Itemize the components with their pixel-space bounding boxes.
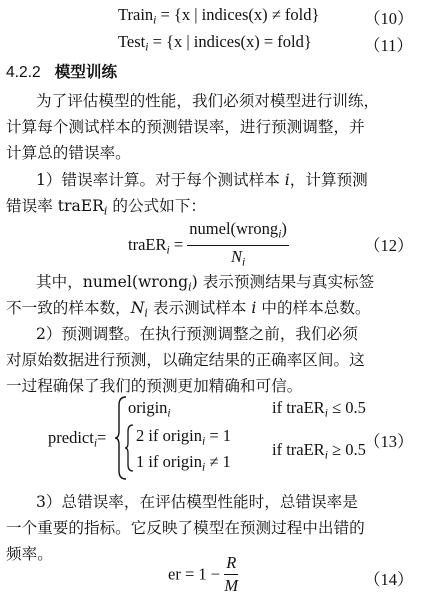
eq13-lhs-sub: i	[93, 437, 98, 450]
eq13-cond2-sub: i	[324, 449, 328, 462]
item2-line1: 2）预测调整。在执行预测调整之前，我们必须	[36, 325, 358, 343]
eq14-lhs: er = 1 −	[168, 564, 225, 584]
equation-14	[168, 552, 238, 597]
eq13-equals: =	[97, 428, 107, 447]
para1-line2: 计算每个测试样本的预测错误率，进行预测调整，并	[6, 118, 365, 136]
para2-text-b: ) 表示预测结果与真实标签	[191, 273, 375, 291]
equation-10	[118, 5, 319, 26]
eq13-cond2-rel: ≥ 0.5	[327, 440, 366, 459]
equation-12-number: （12）	[364, 236, 414, 255]
eq13-cond2	[272, 440, 366, 461]
equation-11	[118, 32, 312, 53]
eq13-case2-text: 2 if origin	[136, 426, 202, 445]
eq13-cond1-rel: ≤ 0.5	[327, 398, 366, 417]
eq12-denominator	[187, 246, 289, 273]
item1-text-d: 的公式如下：	[107, 197, 206, 215]
eq13-case1-text: origin	[128, 398, 168, 417]
eq12-num-close: )	[281, 219, 287, 238]
eq13-lhs	[48, 428, 106, 449]
para2-sub-a: i	[188, 280, 192, 294]
eq12-num-text: numel(wrong	[189, 219, 279, 238]
section-heading	[6, 62, 117, 83]
eq11-sub: i	[145, 41, 149, 54]
para2-var-i: i	[251, 299, 257, 317]
item1-line1	[36, 170, 368, 190]
eq12-fraction	[187, 218, 289, 274]
para1-line1: 为了评估模型的性能，我们必须对模型进行训练，	[36, 92, 380, 110]
equation-10-number: （10）	[364, 9, 414, 28]
item1-text-c: 错误率 traER	[6, 197, 104, 215]
para2-sub-n: i	[144, 306, 148, 320]
item2-line3: 一过程确保了我们的预测更加精确和可信。	[6, 377, 303, 395]
section-title: 模型训练	[54, 63, 118, 81]
eq13-lhs-text: predict	[48, 428, 94, 447]
para1-line3: 计算总的错误率。	[6, 144, 131, 162]
equation-12	[128, 218, 289, 274]
equation-11-number: （11）	[364, 36, 413, 55]
eq13-case3	[136, 452, 231, 473]
eq13-inner-brace	[124, 423, 134, 473]
para2-text-d: 表示测试样本	[147, 299, 252, 317]
eq14-denominator: M	[224, 576, 239, 595]
eq13-case1-sub: i	[167, 407, 171, 420]
eq12-numerator	[187, 218, 289, 246]
eq11-rhs: = {x | indices(x) = fold}	[148, 32, 312, 51]
item3-line2: 一个重要的指标。它反映了模型在预测过程中出错的	[6, 519, 365, 537]
eq13-case2-rel: = 1	[205, 426, 232, 445]
eq13-case3-sub: i	[202, 461, 206, 474]
eq13-case1	[128, 398, 171, 419]
para2-text-c: 不一致的样本数，	[6, 299, 131, 317]
item2-line2: 对原始数据进行预测，以确定结果的正确率区间。这	[6, 351, 365, 369]
eq13-cond1-sub: i	[324, 407, 328, 420]
item3-line1: 3）总错误率，在评估模型性能时，总错误率是	[36, 493, 358, 511]
eq10-sub: i	[153, 14, 157, 27]
item1-text-a: 1）错误率计算。对于每个测试样本	[36, 171, 285, 189]
para2-line2	[6, 298, 371, 323]
para2-var-n: N	[130, 299, 145, 317]
item1-text-b: ，计算预测	[289, 171, 368, 189]
eq13-cond1-text: if traER	[272, 398, 325, 417]
eq13-case2	[136, 426, 231, 447]
eq12-den-sub: i	[241, 256, 246, 269]
para2-line1	[36, 272, 374, 297]
section-number: 4.2.2	[6, 64, 41, 81]
eq11-lhs: Test	[118, 32, 146, 51]
eq13-cond2-text: if traER	[272, 440, 325, 459]
item1-sub: i	[103, 204, 108, 218]
eq12-den-text: N	[230, 247, 242, 267]
eq12-lhs-sub: i	[166, 244, 170, 257]
eq12-equals: =	[169, 235, 188, 255]
eq13-cond1	[272, 398, 366, 419]
eq14-numerator: R	[224, 552, 238, 575]
eq10-rhs: = {x | indices(x) ≠ fold}	[156, 5, 320, 24]
eq13-case2-sub: i	[202, 435, 206, 448]
equation-14-number: （14）	[364, 570, 414, 589]
item1-var-i: i	[284, 171, 290, 189]
para2-text-e: 中的样本总数。	[256, 299, 371, 317]
eq13-case3-rel: ≠ 1	[205, 452, 231, 471]
equation-13-number: （13）	[364, 432, 414, 451]
eq12-num-sub: i	[278, 228, 282, 241]
para2-text-a: 其中，numel(wrong	[36, 273, 189, 291]
eq10-lhs: Train	[118, 5, 154, 24]
eq12-lhs: traER	[128, 235, 167, 255]
eq14-fraction	[224, 552, 238, 597]
item3-line3: 频率。	[6, 545, 53, 563]
eq13-case3-text: 1 if origin	[136, 452, 202, 471]
